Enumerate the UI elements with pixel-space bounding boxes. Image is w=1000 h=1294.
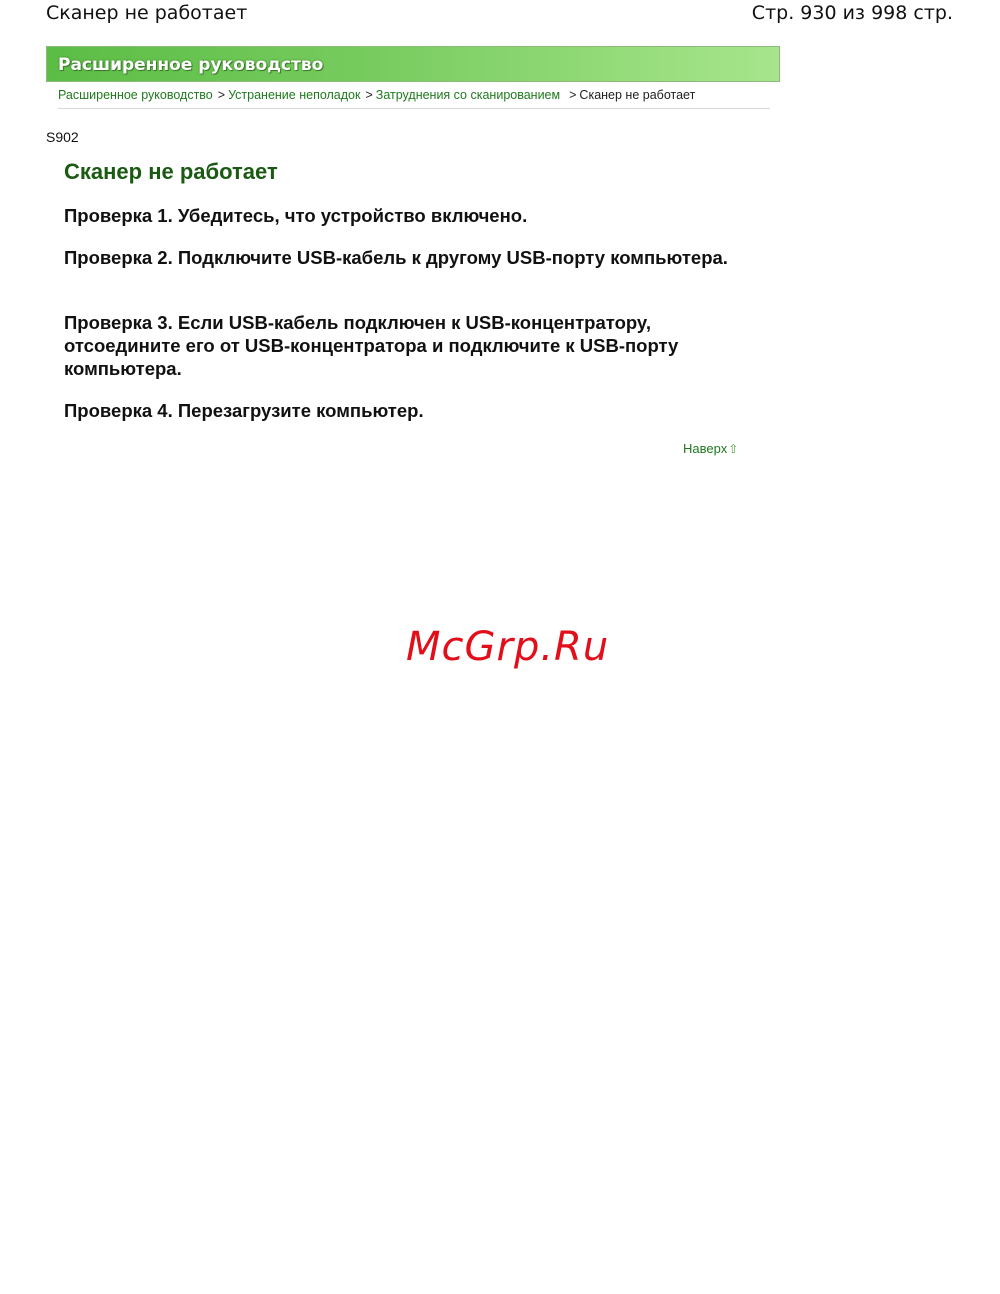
breadcrumb-separator: > [217, 88, 226, 102]
check-item-1: Проверка 1. Убедитесь, что устройство включено. [64, 205, 528, 226]
check-item-2: Проверка 2. Подключите USB-кабель к другому USB-порту компьютера. [64, 247, 728, 268]
check-item-3: Проверка 3. Если USB-кабель подключен к USB-концентратору, отсоедините его от USB-концентратора и подключите к USB-порту компьютера. [64, 312, 679, 379]
page-heading: Сканер не работает [64, 159, 278, 184]
breadcrumb [58, 88, 770, 109]
page-counter: Стр. 930 из 998 стр. [751, 2, 953, 24]
watermark-logo: McGrp.Ru [406, 624, 610, 670]
document-title: Сканер не работает [46, 2, 248, 24]
breadcrumb-current: Сканер не работает [579, 88, 696, 102]
document-code: S902 [46, 129, 79, 145]
banner-label: Расширенное руководство [58, 55, 324, 75]
back-to-top-label: Наверх [683, 441, 728, 456]
breadcrumb-link-troubleshooting[interactable]: Устранение неполадок [228, 88, 361, 102]
check-item-4: Проверка 4. Перезагрузите компьютер. [64, 400, 424, 421]
breadcrumb-link-scanning-problems[interactable]: Затруднения со сканированием [375, 88, 561, 102]
manual-banner [46, 46, 780, 82]
arrow-up-icon: ⇧ [728, 442, 739, 456]
back-to-top-link[interactable] [683, 441, 738, 456]
breadcrumb-separator: > [365, 88, 373, 102]
breadcrumb-link-advanced-guide[interactable]: Расширенное руководство [58, 88, 213, 102]
breadcrumb-separator: > [569, 88, 577, 102]
